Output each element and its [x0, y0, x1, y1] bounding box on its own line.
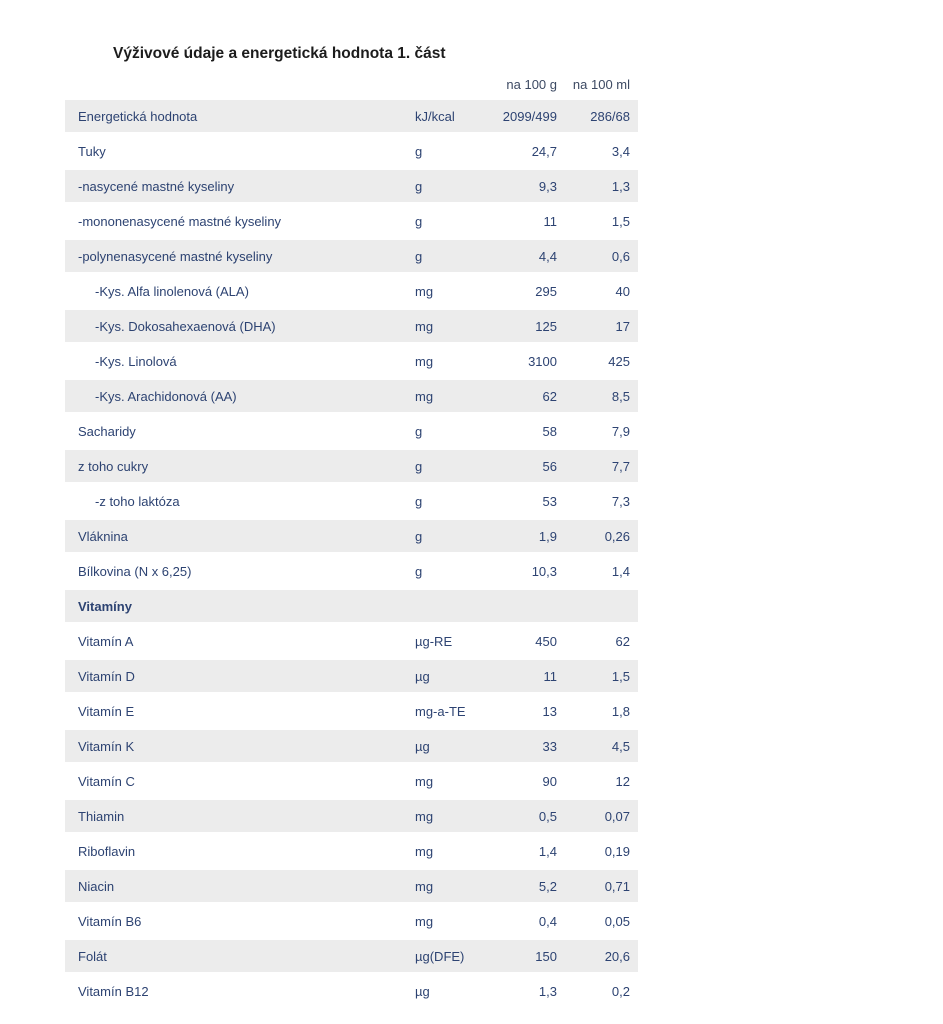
- row-label: Vláknina: [78, 528, 128, 544]
- row-value-per-100ml: 4,5: [611, 738, 630, 754]
- row-value-per-100ml: 0,71: [604, 878, 630, 894]
- table-row: [65, 765, 638, 797]
- row-unit: mg: [415, 283, 434, 299]
- row-unit: mg: [415, 843, 434, 859]
- table-row: [65, 625, 638, 657]
- row-unit: g: [415, 528, 423, 544]
- row-value-per-100g: 5,2: [538, 878, 557, 894]
- row-value-per-100g: 11: [543, 668, 557, 684]
- row-value-per-100g: 58: [542, 423, 557, 439]
- table-row: [65, 975, 638, 1007]
- row-value-per-100g: 33: [542, 738, 557, 754]
- row-label: -nasycené mastné kyseliny: [78, 178, 235, 194]
- row-unit: g: [415, 178, 423, 194]
- table-row: [65, 800, 638, 832]
- row-value-per-100g: 62: [542, 388, 557, 404]
- row-unit: mg: [415, 913, 434, 929]
- row-value-per-100g: 90: [542, 773, 557, 789]
- table-row: [65, 940, 638, 972]
- row-value-per-100g: 450: [535, 633, 557, 649]
- table-row: [65, 520, 638, 552]
- row-label: -z toho laktóza: [95, 493, 180, 509]
- row-value-per-100g: 150: [535, 948, 557, 964]
- row-value-per-100g: 1,3: [538, 983, 557, 999]
- row-unit: mg: [415, 353, 434, 369]
- table-header-row: [65, 69, 638, 100]
- table-row: [65, 905, 638, 937]
- row-label: -polynenasycené mastné kyseliny: [78, 248, 273, 264]
- row-unit: g: [415, 143, 423, 159]
- row-unit: mg: [415, 878, 434, 894]
- row-value-per-100ml: 17: [615, 318, 630, 334]
- table-row: [65, 240, 638, 272]
- row-unit: g: [415, 458, 423, 474]
- row-value-per-100g: 4,4: [538, 248, 557, 264]
- row-value-per-100ml: 1,5: [611, 668, 630, 684]
- table-body: [65, 100, 638, 1007]
- row-label: -Kys. Linolová: [95, 353, 177, 369]
- row-unit: g: [415, 423, 423, 439]
- row-value-per-100g: 53: [542, 493, 557, 509]
- row-value-per-100ml: 0,07: [604, 808, 630, 824]
- row-value-per-100ml: 1,4: [611, 563, 630, 579]
- table-row: [65, 205, 638, 237]
- row-unit: mg: [415, 808, 434, 824]
- row-label: Vitamíny: [78, 598, 132, 614]
- row-label: -Kys. Dokosahexaenová (DHA): [95, 318, 276, 334]
- row-value-per-100ml: 425: [608, 353, 630, 369]
- row-unit: µg(DFE): [415, 948, 465, 964]
- row-unit: µg-RE: [415, 633, 453, 649]
- table-row: [65, 135, 638, 167]
- row-unit: mg: [415, 388, 434, 404]
- row-value-per-100g: 125: [535, 318, 557, 334]
- row-value-per-100ml: 0,2: [611, 983, 630, 999]
- row-value-per-100ml: 3,4: [611, 143, 630, 159]
- table-row: [65, 730, 638, 762]
- row-label: Sacharidy: [78, 423, 136, 439]
- row-label: Vitamín A: [78, 633, 134, 649]
- row-value-per-100ml: 8,5: [611, 388, 630, 404]
- table-row: [65, 555, 638, 587]
- row-unit: mg: [415, 773, 434, 789]
- row-label: Vitamín K: [78, 738, 135, 754]
- row-label: Riboflavin: [78, 843, 136, 859]
- table-row: [65, 660, 638, 692]
- table-row: [65, 275, 638, 307]
- row-value-per-100g: 13: [542, 703, 557, 719]
- row-value-per-100g: 0,4: [538, 913, 557, 929]
- row-value-per-100g: 10,3: [531, 563, 557, 579]
- row-label: Bílkovina (N x 6,25): [78, 563, 192, 579]
- row-label: z toho cukry: [78, 458, 149, 474]
- row-unit: mg: [415, 318, 434, 334]
- table-row: [65, 415, 638, 447]
- table-row: [65, 170, 638, 202]
- row-value-per-100g: 295: [535, 283, 557, 299]
- row-label: -mononenasycené mastné kyseliny: [78, 213, 282, 229]
- row-unit: µg: [415, 668, 430, 684]
- row-label: -Kys. Alfa linolenová (ALA): [95, 283, 249, 299]
- row-label: Vitamín D: [78, 668, 135, 684]
- row-label: -Kys. Arachidonová (AA): [95, 388, 237, 404]
- row-value-per-100ml: 0,05: [604, 913, 630, 929]
- row-label: Vitamín B12: [78, 983, 149, 999]
- col-header-per-100g: na 100 g: [506, 77, 557, 92]
- row-unit: mg-a-TE: [415, 703, 466, 719]
- page-title: Výživové údaje a energetická hodnota 1. část: [113, 45, 446, 62]
- row-value-per-100ml: 1,8: [611, 703, 630, 719]
- row-value-per-100ml: 20,6: [604, 948, 630, 964]
- row-value-per-100ml: 1,3: [611, 178, 630, 194]
- table-row: [65, 695, 638, 727]
- row-value-per-100ml: 40: [615, 283, 630, 299]
- row-label: Vitamín E: [78, 703, 135, 719]
- row-label: Niacin: [78, 878, 115, 894]
- nutrition-table: [65, 69, 638, 1010]
- row-unit: g: [415, 563, 423, 579]
- row-unit: µg: [415, 983, 430, 999]
- table-row: [65, 345, 638, 377]
- row-value-per-100g: 1,9: [538, 528, 557, 544]
- row-label: Energetická hodnota: [78, 108, 198, 124]
- table-row: [65, 835, 638, 867]
- row-value-per-100g: 56: [542, 458, 557, 474]
- row-unit: g: [415, 493, 423, 509]
- row-value-per-100ml: 286/68: [590, 108, 630, 124]
- row-unit: g: [415, 213, 423, 229]
- row-value-per-100ml: 7,9: [611, 423, 630, 439]
- row-unit: kJ/kcal: [415, 108, 455, 124]
- table-row: [65, 485, 638, 517]
- table-row: [65, 310, 638, 342]
- row-value-per-100g: 2099/499: [502, 108, 557, 124]
- row-value-per-100ml: 0,6: [611, 248, 630, 264]
- row-label: Vitamín C: [78, 773, 135, 789]
- row-value-per-100ml: 0,26: [604, 528, 630, 544]
- row-value-per-100ml: 0,19: [604, 843, 630, 859]
- row-value-per-100ml: 7,3: [611, 493, 630, 509]
- row-value-per-100ml: 7,7: [611, 458, 630, 474]
- table-row: [65, 870, 638, 902]
- row-value-per-100g: 9,3: [538, 178, 557, 194]
- row-label: Folát: [78, 948, 107, 964]
- row-value-per-100ml: 62: [615, 633, 630, 649]
- col-header-per-100ml: na 100 ml: [572, 77, 630, 92]
- row-value-per-100ml: 12: [615, 773, 630, 789]
- row-label: Vitamín B6: [78, 913, 142, 929]
- table-row: [65, 590, 638, 622]
- row-value-per-100g: 0,5: [538, 808, 557, 824]
- table-row: [65, 450, 638, 482]
- row-value-per-100ml: 1,5: [611, 213, 630, 229]
- row-value-per-100g: 11: [543, 213, 557, 229]
- row-value-per-100g: 1,4: [538, 843, 557, 859]
- row-value-per-100g: 24,7: [531, 143, 557, 159]
- row-label: Thiamin: [78, 808, 125, 824]
- row-value-per-100g: 3100: [528, 353, 557, 369]
- row-label: Tuky: [78, 143, 106, 159]
- table-row: [65, 380, 638, 412]
- row-unit: µg: [415, 738, 430, 754]
- table-row: [65, 100, 638, 132]
- row-unit: g: [415, 248, 423, 264]
